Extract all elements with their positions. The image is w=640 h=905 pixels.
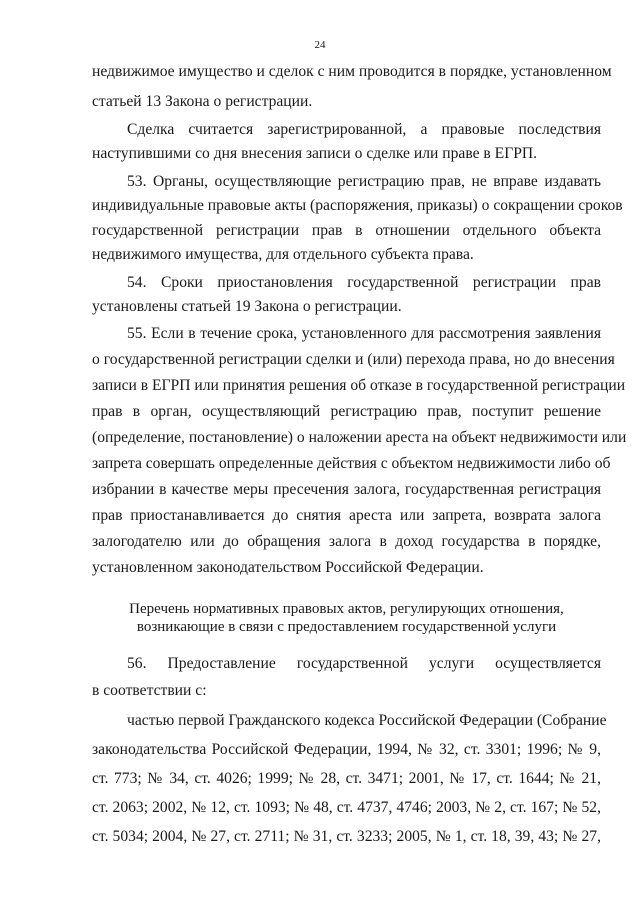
text-line: ст. 5034; 2004, № 27, ст. 2711; № 31, ст. 3233; 2005, № 1, ст. 18, 39, 43; № 27, — [92, 828, 601, 845]
text-line: установленном законодательством Российской Федерации. — [92, 559, 484, 576]
section-heading-line: возникающие в связи с предоставлением государственной услуги — [136, 619, 557, 635]
text-line: Сделка считается зарегистрированной, а правовые последствия — [127, 121, 601, 138]
text-line: (определение, постановление) о наложении ареста на объект недвижимости или — [92, 429, 627, 446]
text-line: избрании в качестве меры пресечения залога, государственная регистрация — [92, 481, 601, 498]
text-line: записи в ЕГРП или принятия решения об отказе в государственной регистрации — [92, 377, 626, 394]
text-line: законодательства Российской Федерации, 1994, № 32, ст. 3301; 1996; № 9, — [92, 741, 601, 758]
text-line: недвижимого имущества, для отдельного субъекта права. — [92, 246, 474, 263]
text-line: недвижимое имущество и сделок с ним проводится в порядке, установленном — [92, 63, 612, 80]
text-line: государственной регистрации прав в отношении отдельного объекта — [92, 222, 601, 239]
text-line: наступившими со дня внесения записи о сделке или праве в ЕГРП. — [92, 145, 538, 162]
section-heading-line: Перечень нормативных правовых актов, регулирующих отношения, — [129, 601, 564, 617]
text-line: ст. 2063; 2002, № 12, ст. 1093; № 48, ст. 4737, 4746; 2003, № 2, ст. 167; № 52, — [92, 799, 601, 816]
text-line: залогодателю или до обращения залога в доход государства в порядке, — [92, 533, 601, 550]
text-line: 53. Органы, осуществляющие регистрацию прав, не вправе издавать — [127, 173, 601, 190]
text-line: о государственной регистрации сделки и (или) перехода права, но до внесения — [92, 351, 615, 368]
text-line: прав приостанавливается до снятия ареста или запрета, возврата залога — [92, 507, 601, 524]
text-line: установлены статьей 19 Закона о регистрации. — [92, 298, 402, 315]
page-number: 24 — [314, 39, 326, 51]
text-line: в соответствии с: — [92, 682, 207, 699]
text-line: ст. 773; № 34, ст. 4026; 1999; № 28, ст. 3471; 2001, № 17, ст. 1644; № 21, — [92, 770, 601, 787]
text-line: частью первой Гражданского кодекса Российской Федерации (Собрание — [127, 712, 607, 729]
text-line: прав в орган, осуществляющий регистрацию прав, поступит решение — [92, 403, 601, 420]
text-line: запрета совершать определенные действия с объектом недвижимости либо об — [92, 455, 611, 472]
text-line: индивидуальные правовые акты (распоряжения, приказы) о сокращении сроков — [92, 197, 623, 214]
text-line: 54. Сроки приостановления государственной регистрации прав — [127, 274, 601, 291]
text-line: статьей 13 Закона о регистрации. — [92, 93, 313, 110]
text-line: 55. Если в течение срока, установленного для рассмотрения заявления — [127, 325, 601, 342]
text-line: 56. Предоставление государственной услуги осуществляется — [127, 655, 601, 672]
